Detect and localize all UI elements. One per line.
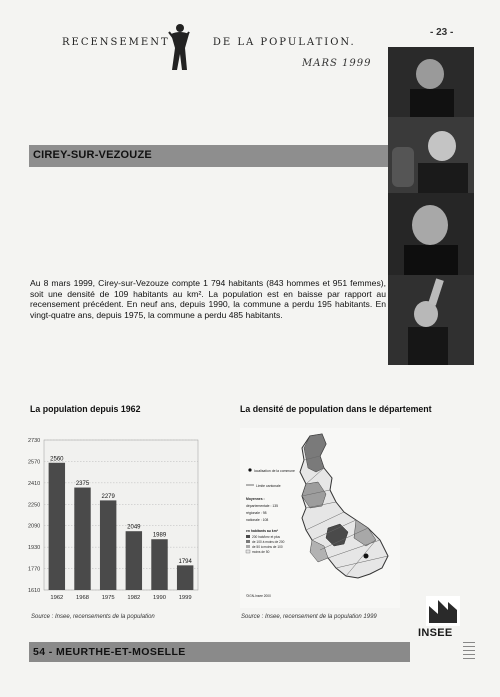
legend-nation: nationale : 108 [246, 518, 269, 522]
bar-1990 [151, 539, 167, 590]
legend-class-3: de 50 à moins de 100 [252, 545, 283, 549]
commune-name: CIREY-SUR-VEZOUZE [33, 149, 152, 161]
legend-class-4: moins de 50 [252, 550, 270, 554]
x-tick-label: 1990 [153, 595, 166, 601]
header-date: MARS 1999 [302, 58, 372, 69]
bar-1968 [74, 488, 90, 590]
insee-logo-icon [426, 596, 460, 626]
data-label: 2279 [101, 493, 115, 500]
legend-moyennes: Moyennes : [246, 497, 265, 501]
legend-canton: Limite cantonale [256, 484, 281, 488]
x-tick-label: 1999 [178, 595, 192, 601]
data-label: 1794 [178, 558, 192, 565]
intro-paragraph: Au 8 mars 1999, Cirey-sur-Vezouze compte 1 794 habitants (843 hommes et 951 femmes), soit une densité de 109 habitants au km². La population est en baisse par rapport au recensement précédent. En neuf ans, depuis 1990, la commune a perdu 195 habitants. En vingt-quatre ans, depuis 1975, la commune a perdu 485 habitants. [30, 278, 386, 320]
population-source: Source : Insee, recensements de la population [31, 614, 155, 620]
header-title-left: RECENSEMENT [62, 37, 170, 48]
commune-location-icon [364, 554, 369, 559]
data-label: 2049 [127, 524, 141, 531]
density-source: Source : Insee, recensement de la population 1999 [241, 614, 377, 620]
header-title-right: DE LA POPULATION. [212, 37, 356, 48]
density-map-title: La densité de population dans le département [240, 404, 432, 414]
legend-swatch-4 [246, 550, 250, 553]
plot-area [44, 440, 198, 590]
y-tick-label: 2410 [28, 480, 41, 487]
y-tick-label: 2730 [28, 438, 41, 444]
x-tick-label: 1968 [76, 595, 89, 601]
legend-swatch-1 [246, 535, 250, 538]
commune-banner [29, 145, 388, 167]
x-tick-label: 1982 [127, 595, 141, 601]
y-tick-label: 1930 [28, 545, 41, 552]
population-bar-chart [28, 432, 208, 608]
insee-block [414, 596, 476, 666]
photo-child-raising-arm [388, 275, 474, 365]
header-title [62, 37, 356, 48]
legend-swatch-2 [246, 540, 250, 543]
map-copyright: ©IGN-Insee 2000 [246, 594, 271, 598]
page-number: - 23 - [430, 27, 454, 38]
bar-1962 [49, 463, 65, 590]
y-tick-label: 2250 [28, 502, 41, 509]
legend-hab: en habitants au km² [246, 529, 278, 533]
x-tick-label: 1962 [50, 595, 64, 601]
insee-subtitle-lines [463, 642, 475, 662]
legend-commune-icon [248, 468, 251, 471]
density-map [240, 428, 400, 608]
legend-region: régionale : 98 [246, 511, 267, 515]
population-chart-title: La population depuis 1962 [30, 404, 141, 414]
data-label: 2375 [75, 481, 90, 488]
y-tick-label: 2090 [28, 523, 41, 530]
data-label: 1989 [152, 532, 167, 539]
legend-class-1: 200 hab/km² et plus [252, 535, 280, 539]
legend-departement: départementale : 135 [246, 504, 279, 508]
legend-commune: localisation de la commune [254, 469, 295, 473]
y-tick-label: 2570 [28, 459, 41, 466]
bar-1999 [177, 565, 193, 590]
photo-strip [388, 47, 474, 365]
insee-name: INSEE [418, 627, 453, 639]
bar-1975 [100, 500, 116, 590]
photo-elderly-man [388, 193, 474, 275]
bar-1982 [126, 531, 142, 590]
census-logo-icon [167, 22, 191, 74]
department-banner [29, 642, 410, 662]
photo-woman-laughing [388, 117, 474, 193]
y-tick-label: 1610 [28, 588, 41, 594]
y-tick-label: 1770 [28, 566, 41, 573]
x-tick-label: 1975 [101, 595, 115, 601]
legend-swatch-3 [246, 545, 250, 548]
data-label: 2560 [50, 456, 64, 463]
legend-class-2: de 100 à moins de 200 [252, 540, 285, 544]
department-name: 54 - MEURTHE-ET-MOSELLE [33, 646, 186, 658]
photo-man-waving [388, 47, 474, 117]
